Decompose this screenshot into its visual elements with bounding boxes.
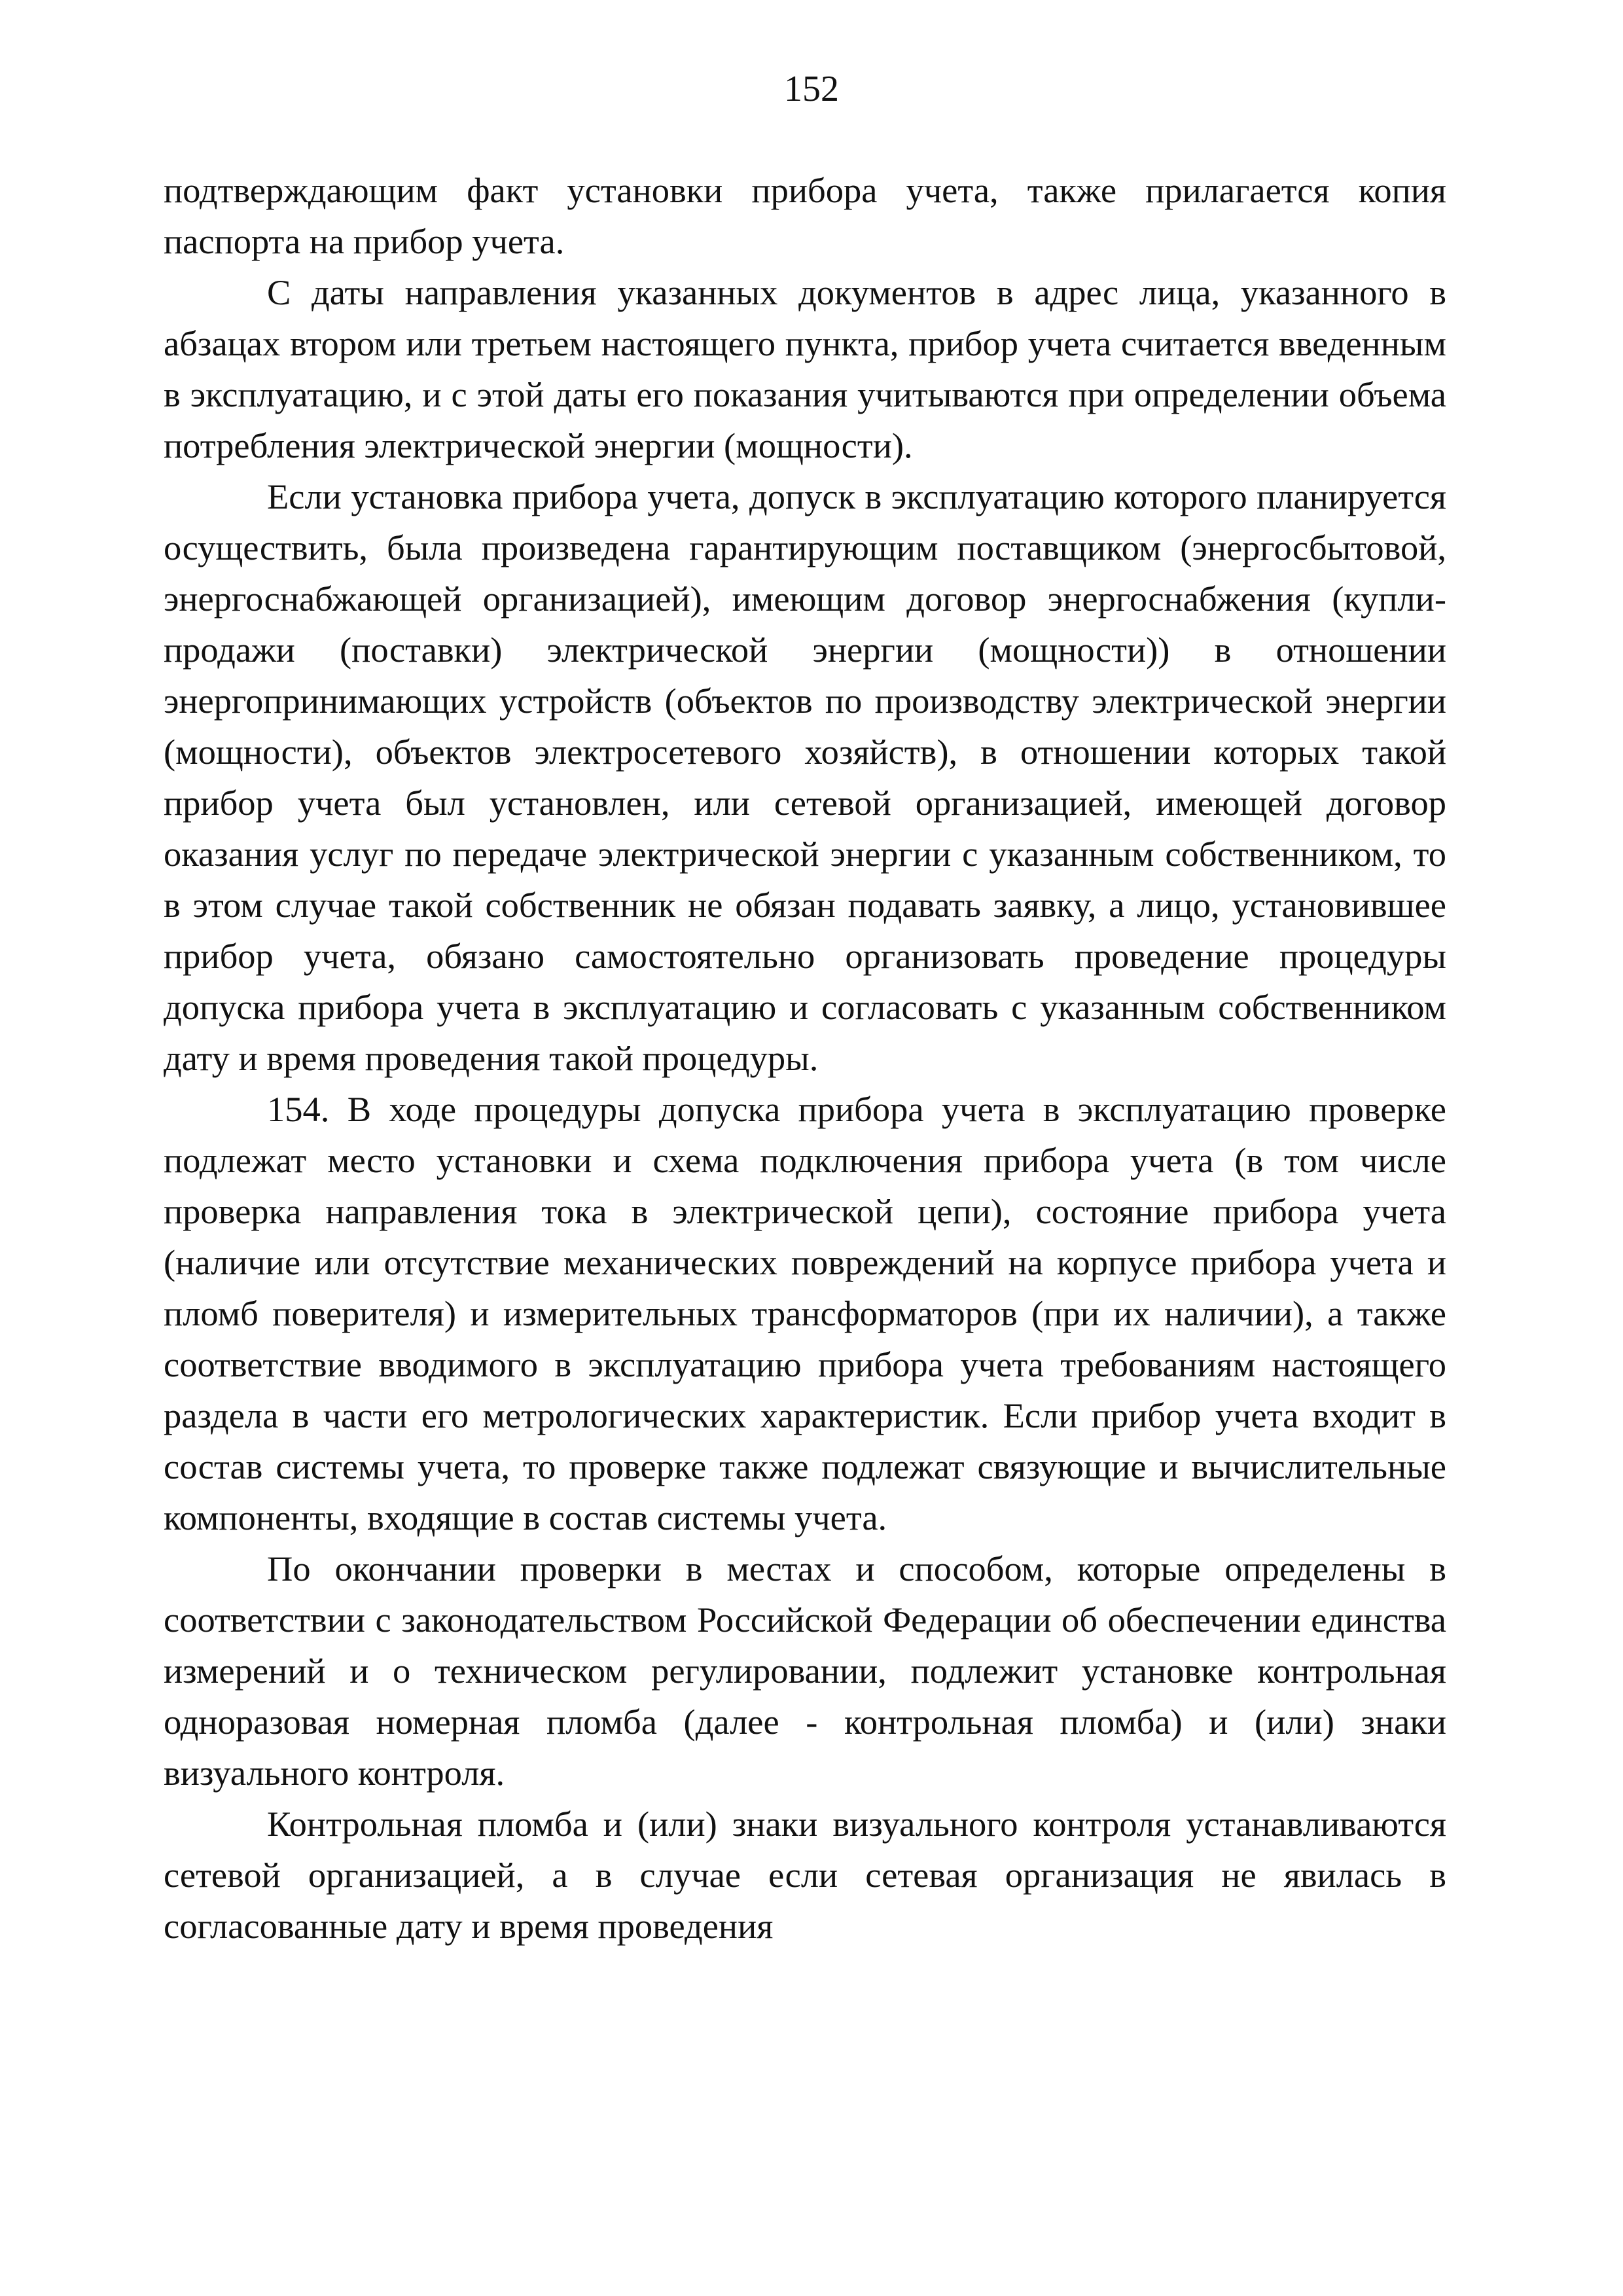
paragraph-seal-installation: По окончании проверки в местах и способом, которые определены в соответствии с законодательством Российской Федерации об обеспечении единства измерений и о техническом регулировании, подлежит установке контрольная одноразовая номерная пломба (далее - контрольная пломба) и (или) знаки визуального контроля. <box>164 1549 1446 1793</box>
item-154-text: В ходе процедуры допуска прибора учета в эксплуатацию проверке подлежат место установки и схема подключения прибора учета (в том числе проверка направления тока в электрической цепи), состояние прибора учета (наличие или отсутствие механических повреждений на корпусе прибора учета и пломб поверителя) и измерительных трансформаторов (при их наличии), а также соответствие вводимого в эксплуатацию прибора учета требованиям настоящего раздела в части его метрологических характеристик. Если прибор учета входит в состав системы учета, то проверке также подлежат связующие и вычислительные компоненты, входящие в состав системы учета. <box>164 1089 1447 1537</box>
document-body <box>164 165 1446 1952</box>
paragraph-continuation: подтверждающим факт установки прибора учета, также прилагается копия паспорта на прибор учета. <box>164 170 1446 261</box>
paragraph-commissioning-date: С даты направления указанных документов в адрес лица, указанного в абзацах втором или третьем настоящего пункта, прибор учета считается введенным в эксплуатацию, и с этой даты его показания учитываются при определении объема потребления электрической энергии (мощности). <box>164 272 1446 465</box>
page-number: 152 <box>784 69 839 109</box>
item-number: 154. <box>267 1089 330 1129</box>
paragraph-seal-responsibility: Контрольная пломба и (или) знаки визуального контроля устанавливаются сетевой организацией, а в случае если сетевая организация не явилась в согласованные дату и время проведения <box>164 1804 1446 1946</box>
paragraph-item-154 <box>164 1084 1446 1543</box>
paragraph-installation-by-supplier: Если установка прибора учета, допуск в эксплуатацию которого планируется осуществить, была произведена гарантирующим поставщиком (энергосбытовой, энергоснабжающей организацией), имеющим договор энергоснабжения (купли-продажи (поставки) электрической энергии (мощности)) в отношении энергопринимающих устройств (объектов по производству электрической энергии (мощности), объектов электросетевого хозяйств), в отношении которых такой прибор учета был установлен, или сетевой организацией, имеющей договор оказания услуг по передаче электрической энергии с указанным собственником, то в этом случае такой собственник не обязан подавать заявку, а лицо, установившее прибор учета, обязано самостоятельно организовать проведение процедуры допуска прибора учета в эксплуатацию и согласовать с указанным собственником дату и время проведения такой процедуры. <box>164 476 1446 1078</box>
